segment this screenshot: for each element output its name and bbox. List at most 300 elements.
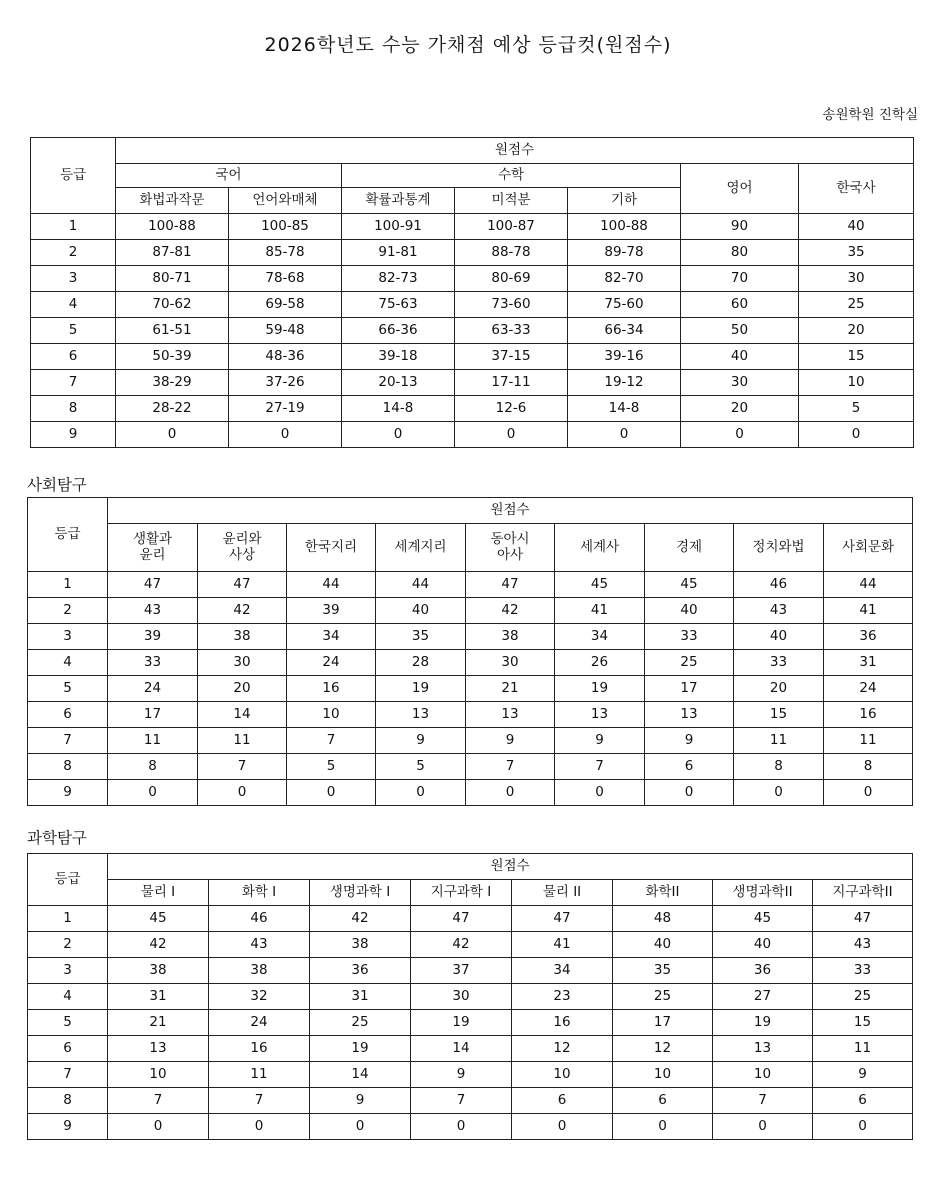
score-cell: 13 xyxy=(713,1036,813,1062)
subject-header: 생명과학 I xyxy=(310,880,411,906)
score-cell: 40 xyxy=(645,598,734,624)
score-cell: 60 xyxy=(681,292,799,318)
score-cell: 75-63 xyxy=(342,292,455,318)
score-cell: 0 xyxy=(813,1114,913,1140)
table-row xyxy=(28,958,913,984)
score-cell: 19 xyxy=(411,1010,512,1036)
subject-header: 윤리와 사상 xyxy=(198,524,287,572)
score-cell: 9 xyxy=(813,1062,913,1088)
math-header: 수학 xyxy=(342,164,681,188)
score-cell: 38-29 xyxy=(116,370,229,396)
score-cell: 11 xyxy=(108,728,198,754)
score-cell: 42 xyxy=(108,932,209,958)
table-row xyxy=(28,598,913,624)
score-cell: 13 xyxy=(466,702,555,728)
score-cell: 63-33 xyxy=(455,318,568,344)
score-cell: 33 xyxy=(734,650,824,676)
score-cell: 7 xyxy=(209,1088,310,1114)
subject-header: 물리 I xyxy=(108,880,209,906)
grade-cell: 1 xyxy=(28,906,108,932)
score-cell: 8 xyxy=(108,754,198,780)
score-cell: 12 xyxy=(613,1036,713,1062)
main-grade-table xyxy=(30,137,914,448)
score-cell: 61-51 xyxy=(116,318,229,344)
score-cell: 39-18 xyxy=(342,344,455,370)
score-cell: 7 xyxy=(713,1088,813,1114)
grade-cell: 9 xyxy=(31,422,116,448)
score-cell: 20 xyxy=(681,396,799,422)
subject-header: 미적분 xyxy=(455,188,568,214)
score-cell: 5 xyxy=(287,754,376,780)
score-cell: 37-26 xyxy=(229,370,342,396)
score-cell: 7 xyxy=(411,1088,512,1114)
score-cell: 9 xyxy=(411,1062,512,1088)
score-cell: 16 xyxy=(209,1036,310,1062)
score-cell: 20 xyxy=(799,318,914,344)
table-row xyxy=(31,318,914,344)
score-cell: 87-81 xyxy=(116,240,229,266)
score-cell: 37-15 xyxy=(455,344,568,370)
score-cell: 45 xyxy=(645,572,734,598)
score-cell: 17-11 xyxy=(455,370,568,396)
grade-header: 등급 xyxy=(28,498,108,572)
subject-header: 세계사 xyxy=(555,524,645,572)
score-cell: 36 xyxy=(824,624,913,650)
score-cell: 26 xyxy=(555,650,645,676)
score-cell: 82-73 xyxy=(342,266,455,292)
score-cell: 30 xyxy=(799,266,914,292)
grade-cell: 2 xyxy=(28,932,108,958)
table-row xyxy=(28,1036,913,1062)
score-cell: 47 xyxy=(108,572,198,598)
score-cell: 0 xyxy=(613,1114,713,1140)
score-cell: 16 xyxy=(512,1010,613,1036)
table-row xyxy=(31,214,914,240)
subject-header: 생명과학II xyxy=(713,880,813,906)
table-row xyxy=(28,754,913,780)
score-cell: 20 xyxy=(198,676,287,702)
score-cell: 43 xyxy=(813,932,913,958)
score-cell: 6 xyxy=(813,1088,913,1114)
score-cell: 25 xyxy=(310,1010,411,1036)
score-cell: 38 xyxy=(209,958,310,984)
score-cell: 13 xyxy=(108,1036,209,1062)
subject-header: 언어와매체 xyxy=(229,188,342,214)
score-cell: 21 xyxy=(466,676,555,702)
score-cell: 0 xyxy=(466,780,555,806)
score-cell: 43 xyxy=(108,598,198,624)
table-row xyxy=(28,984,913,1010)
score-cell: 11 xyxy=(824,728,913,754)
grade-cell: 6 xyxy=(31,344,116,370)
score-cell: 14 xyxy=(310,1062,411,1088)
score-cell: 44 xyxy=(287,572,376,598)
score-cell: 45 xyxy=(713,906,813,932)
table-row xyxy=(28,906,913,932)
score-cell: 33 xyxy=(108,650,198,676)
score-cell: 34 xyxy=(512,958,613,984)
score-cell: 44 xyxy=(376,572,466,598)
score-cell: 66-34 xyxy=(568,318,681,344)
score-cell: 0 xyxy=(713,1114,813,1140)
table-row xyxy=(28,1114,913,1140)
score-cell: 0 xyxy=(645,780,734,806)
score-cell: 85-78 xyxy=(229,240,342,266)
score-cell: 0 xyxy=(681,422,799,448)
score-cell: 47 xyxy=(512,906,613,932)
score-cell: 0 xyxy=(411,1114,512,1140)
score-cell: 73-60 xyxy=(455,292,568,318)
subject-header: 지구과학 I xyxy=(411,880,512,906)
score-cell: 19-12 xyxy=(568,370,681,396)
grade-cell: 6 xyxy=(28,702,108,728)
score-cell: 41 xyxy=(555,598,645,624)
score-cell: 11 xyxy=(198,728,287,754)
score-cell: 37 xyxy=(411,958,512,984)
score-cell: 45 xyxy=(555,572,645,598)
subject-header: 정치와법 xyxy=(734,524,824,572)
subject-header: 생활과 윤리 xyxy=(108,524,198,572)
score-cell: 47 xyxy=(198,572,287,598)
grade-cell: 3 xyxy=(31,266,116,292)
score-cell: 5 xyxy=(376,754,466,780)
score-cell: 39 xyxy=(287,598,376,624)
score-cell: 0 xyxy=(799,422,914,448)
score-cell: 66-36 xyxy=(342,318,455,344)
social-grade-table xyxy=(27,497,913,806)
score-cell: 89-78 xyxy=(568,240,681,266)
subject-header: 사회문화 xyxy=(824,524,913,572)
score-cell: 0 xyxy=(108,1114,209,1140)
score-cell: 100-88 xyxy=(568,214,681,240)
score-cell: 10 xyxy=(108,1062,209,1088)
score-cell: 9 xyxy=(310,1088,411,1114)
grade-cell: 6 xyxy=(28,1036,108,1062)
score-cell: 44 xyxy=(824,572,913,598)
grade-cell: 5 xyxy=(31,318,116,344)
grade-cell: 1 xyxy=(28,572,108,598)
score-cell: 21 xyxy=(108,1010,209,1036)
score-cell: 6 xyxy=(613,1088,713,1114)
score-cell: 0 xyxy=(209,1114,310,1140)
table-row xyxy=(28,780,913,806)
score-cell: 38 xyxy=(466,624,555,650)
grade-cell: 7 xyxy=(28,1062,108,1088)
score-cell: 34 xyxy=(287,624,376,650)
science-section-title: 과학탐구 xyxy=(27,829,87,847)
grade-cell: 4 xyxy=(28,650,108,676)
score-cell: 13 xyxy=(555,702,645,728)
score-cell: 50-39 xyxy=(116,344,229,370)
score-cell: 100-85 xyxy=(229,214,342,240)
score-cell: 30 xyxy=(198,650,287,676)
score-cell: 19 xyxy=(555,676,645,702)
table-row xyxy=(31,266,914,292)
table-row xyxy=(28,932,913,958)
score-cell: 30 xyxy=(411,984,512,1010)
score-cell: 7 xyxy=(198,754,287,780)
score-cell: 40 xyxy=(613,932,713,958)
score-cell: 46 xyxy=(734,572,824,598)
score-cell: 15 xyxy=(799,344,914,370)
score-cell: 14-8 xyxy=(342,396,455,422)
score-cell: 10 xyxy=(713,1062,813,1088)
score-cell: 24 xyxy=(287,650,376,676)
subject-header: 화학 I xyxy=(209,880,310,906)
score-cell: 27 xyxy=(713,984,813,1010)
score-cell: 42 xyxy=(466,598,555,624)
score-cell: 11 xyxy=(209,1062,310,1088)
raw-score-header: 원점수 xyxy=(108,498,913,524)
score-cell: 6 xyxy=(645,754,734,780)
grade-cell: 2 xyxy=(31,240,116,266)
raw-score-header: 원점수 xyxy=(108,854,913,880)
score-cell: 90 xyxy=(681,214,799,240)
subject-header: 세계지리 xyxy=(376,524,466,572)
score-cell: 17 xyxy=(613,1010,713,1036)
score-cell: 47 xyxy=(411,906,512,932)
score-cell: 7 xyxy=(108,1088,209,1114)
score-cell: 0 xyxy=(108,780,198,806)
subject-header: 한국지리 xyxy=(287,524,376,572)
grade-cell: 9 xyxy=(28,780,108,806)
score-cell: 20 xyxy=(734,676,824,702)
raw-score-header: 원점수 xyxy=(116,138,914,164)
score-cell: 7 xyxy=(555,754,645,780)
score-cell: 15 xyxy=(813,1010,913,1036)
score-cell: 31 xyxy=(824,650,913,676)
score-cell: 47 xyxy=(813,906,913,932)
score-cell: 38 xyxy=(198,624,287,650)
score-cell: 0 xyxy=(342,422,455,448)
table-row xyxy=(31,344,914,370)
score-cell: 45 xyxy=(108,906,209,932)
score-cell: 27-19 xyxy=(229,396,342,422)
score-cell: 88-78 xyxy=(455,240,568,266)
grade-cell: 4 xyxy=(28,984,108,1010)
score-cell: 80-71 xyxy=(116,266,229,292)
score-cell: 80 xyxy=(681,240,799,266)
score-cell: 17 xyxy=(108,702,198,728)
table-row xyxy=(31,422,914,448)
score-cell: 24 xyxy=(824,676,913,702)
grade-cell: 9 xyxy=(28,1114,108,1140)
score-cell: 25 xyxy=(799,292,914,318)
score-cell: 48-36 xyxy=(229,344,342,370)
grade-cell: 8 xyxy=(28,1088,108,1114)
grade-cell: 8 xyxy=(31,396,116,422)
grade-header: 등급 xyxy=(31,138,116,214)
grade-cell: 1 xyxy=(31,214,116,240)
score-cell: 0 xyxy=(116,422,229,448)
score-cell: 28-22 xyxy=(116,396,229,422)
score-cell: 25 xyxy=(613,984,713,1010)
score-cell: 9 xyxy=(555,728,645,754)
score-cell: 40 xyxy=(713,932,813,958)
score-cell: 10 xyxy=(613,1062,713,1088)
score-cell: 40 xyxy=(681,344,799,370)
score-cell: 46 xyxy=(209,906,310,932)
subject-header: 기하 xyxy=(568,188,681,214)
score-cell: 8 xyxy=(734,754,824,780)
score-cell: 19 xyxy=(376,676,466,702)
score-cell: 30 xyxy=(681,370,799,396)
score-cell: 82-70 xyxy=(568,266,681,292)
score-cell: 5 xyxy=(799,396,914,422)
score-cell: 15 xyxy=(734,702,824,728)
score-cell: 100-91 xyxy=(342,214,455,240)
subject-header: 경제 xyxy=(645,524,734,572)
score-cell: 10 xyxy=(799,370,914,396)
grade-header: 등급 xyxy=(28,854,108,906)
score-cell: 35 xyxy=(376,624,466,650)
score-cell: 6 xyxy=(512,1088,613,1114)
score-cell: 14-8 xyxy=(568,396,681,422)
table-row xyxy=(28,572,913,598)
subject-header: 화법과작문 xyxy=(116,188,229,214)
grade-cell: 7 xyxy=(28,728,108,754)
score-cell: 16 xyxy=(824,702,913,728)
score-cell: 12 xyxy=(512,1036,613,1062)
grade-cell: 3 xyxy=(28,958,108,984)
score-cell: 40 xyxy=(734,624,824,650)
subject-header: 동아시 아사 xyxy=(466,524,555,572)
score-cell: 0 xyxy=(734,780,824,806)
score-cell: 41 xyxy=(512,932,613,958)
score-cell: 50 xyxy=(681,318,799,344)
score-cell: 34 xyxy=(555,624,645,650)
table-row xyxy=(28,702,913,728)
score-cell: 28 xyxy=(376,650,466,676)
score-cell: 39-16 xyxy=(568,344,681,370)
score-cell: 43 xyxy=(734,598,824,624)
score-cell: 25 xyxy=(645,650,734,676)
grade-cell: 4 xyxy=(31,292,116,318)
score-cell: 11 xyxy=(734,728,824,754)
score-cell: 40 xyxy=(376,598,466,624)
table-row xyxy=(28,1010,913,1036)
korean-history-header: 한국사 xyxy=(799,164,914,214)
score-cell: 31 xyxy=(310,984,411,1010)
score-cell: 36 xyxy=(713,958,813,984)
grade-cell: 7 xyxy=(31,370,116,396)
score-cell: 38 xyxy=(310,932,411,958)
score-cell: 39 xyxy=(108,624,198,650)
social-section-title: 사회탐구 xyxy=(27,476,87,494)
score-cell: 41 xyxy=(824,598,913,624)
score-cell: 100-87 xyxy=(455,214,568,240)
score-cell: 42 xyxy=(310,906,411,932)
score-cell: 0 xyxy=(229,422,342,448)
score-cell: 14 xyxy=(411,1036,512,1062)
score-cell: 0 xyxy=(376,780,466,806)
score-cell: 43 xyxy=(209,932,310,958)
score-cell: 48 xyxy=(613,906,713,932)
score-cell: 35 xyxy=(613,958,713,984)
score-cell: 36 xyxy=(310,958,411,984)
score-cell: 59-48 xyxy=(229,318,342,344)
score-cell: 0 xyxy=(455,422,568,448)
table-row xyxy=(31,396,914,422)
table-row xyxy=(31,240,914,266)
score-cell: 0 xyxy=(555,780,645,806)
table-row xyxy=(28,650,913,676)
subject-header: 확률과통계 xyxy=(342,188,455,214)
table-row xyxy=(28,676,913,702)
subject-header: 물리 II xyxy=(512,880,613,906)
grade-cell: 2 xyxy=(28,598,108,624)
score-cell: 0 xyxy=(568,422,681,448)
score-cell: 0 xyxy=(310,1114,411,1140)
score-cell: 9 xyxy=(466,728,555,754)
score-cell: 8 xyxy=(824,754,913,780)
score-cell: 75-60 xyxy=(568,292,681,318)
korean-header: 국어 xyxy=(116,164,342,188)
score-cell: 40 xyxy=(799,214,914,240)
table-row xyxy=(28,624,913,650)
score-cell: 25 xyxy=(813,984,913,1010)
science-grade-table xyxy=(27,853,913,1140)
english-header: 영어 xyxy=(681,164,799,214)
score-cell: 0 xyxy=(287,780,376,806)
score-cell: 9 xyxy=(376,728,466,754)
score-cell: 47 xyxy=(466,572,555,598)
subject-header: 화학II xyxy=(613,880,713,906)
score-cell: 70-62 xyxy=(116,292,229,318)
score-cell: 23 xyxy=(512,984,613,1010)
score-cell: 11 xyxy=(813,1036,913,1062)
score-cell: 80-69 xyxy=(455,266,568,292)
score-cell: 70 xyxy=(681,266,799,292)
table-row xyxy=(28,1062,913,1088)
source-label: 송원학원 진학실 xyxy=(822,107,918,123)
score-cell: 10 xyxy=(287,702,376,728)
score-cell: 38 xyxy=(108,958,209,984)
score-cell: 31 xyxy=(108,984,209,1010)
table-row xyxy=(31,292,914,318)
score-cell: 0 xyxy=(512,1114,613,1140)
subject-header: 지구과학II xyxy=(813,880,913,906)
score-cell: 7 xyxy=(466,754,555,780)
score-cell: 30 xyxy=(466,650,555,676)
score-cell: 10 xyxy=(512,1062,613,1088)
grade-cell: 5 xyxy=(28,1010,108,1036)
score-cell: 42 xyxy=(411,932,512,958)
score-cell: 19 xyxy=(310,1036,411,1062)
score-cell: 13 xyxy=(645,702,734,728)
score-cell: 42 xyxy=(198,598,287,624)
score-cell: 78-68 xyxy=(229,266,342,292)
score-cell: 7 xyxy=(287,728,376,754)
table-row xyxy=(31,370,914,396)
score-cell: 69-58 xyxy=(229,292,342,318)
score-cell: 16 xyxy=(287,676,376,702)
score-cell: 33 xyxy=(813,958,913,984)
score-cell: 17 xyxy=(645,676,734,702)
table-row xyxy=(28,1088,913,1114)
score-cell: 19 xyxy=(713,1010,813,1036)
score-cell: 14 xyxy=(198,702,287,728)
score-cell: 100-88 xyxy=(116,214,229,240)
table-row xyxy=(28,728,913,754)
score-cell: 9 xyxy=(645,728,734,754)
score-cell: 0 xyxy=(824,780,913,806)
grade-cell: 3 xyxy=(28,624,108,650)
grade-cell: 8 xyxy=(28,754,108,780)
score-cell: 24 xyxy=(209,1010,310,1036)
score-cell: 35 xyxy=(799,240,914,266)
score-cell: 12-6 xyxy=(455,396,568,422)
